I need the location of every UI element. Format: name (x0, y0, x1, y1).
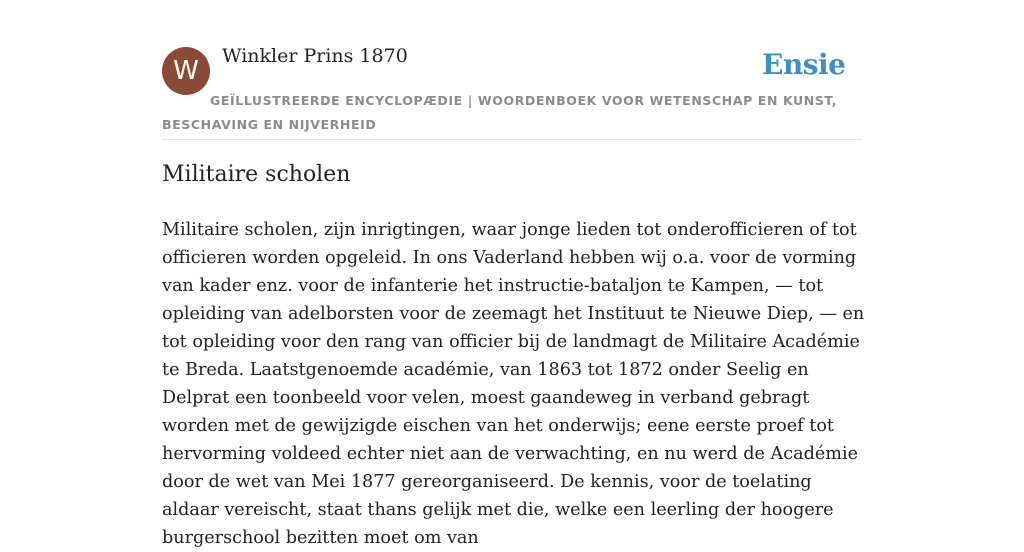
ensie-logo[interactable]: Ensie (762, 48, 846, 81)
source-title[interactable]: Winkler Prins 1870 (222, 45, 408, 67)
article-body: Militaire scholen, zijn inrigtingen, waar jonge lieden tot onderofficieren of tot officieren worden opgeleid. In ons Vaderland hebben wij o.a. voor de vorming van kader enz. voor de infanterie het instructie-bataljon te Kampen, — tot opleiding van adelborsten voor de zeemagt het Instituut te Nieuwe Diep, — en tot opleiding voor den rang van officier bij de landmagt de Militaire Académie te Breda. Laatstgenoemde académie, van 1863 tot 1872 onder Seelig en Delprat een toonbeeld voor velen, moest gaandeweg in verband gebragt worden met de gewijzigde eischen van het onderwijs; eene eerste proef tot hervorming voldeed echter niet aan de verwachting, en nu werd de Académie door de wet van Mei 1877 gereorganiseerd. De kennis, voor de toelating aldaar vereischt, staat thans gelijk met die, welke een leerling der hoogere burgerschool bezitten moet om van (162, 220, 865, 548)
source-subtitle: GEÏLLUSTREERDE ENCYCLOPÆDIE | WOORDENBOEK VOOR WETENSCHAP EN KUNST, BESCHAVING EN NIJVERHEID (162, 93, 838, 132)
header-divider (162, 139, 862, 140)
article-title: Militaire scholen (162, 162, 351, 187)
source-avatar[interactable]: W (162, 47, 210, 95)
